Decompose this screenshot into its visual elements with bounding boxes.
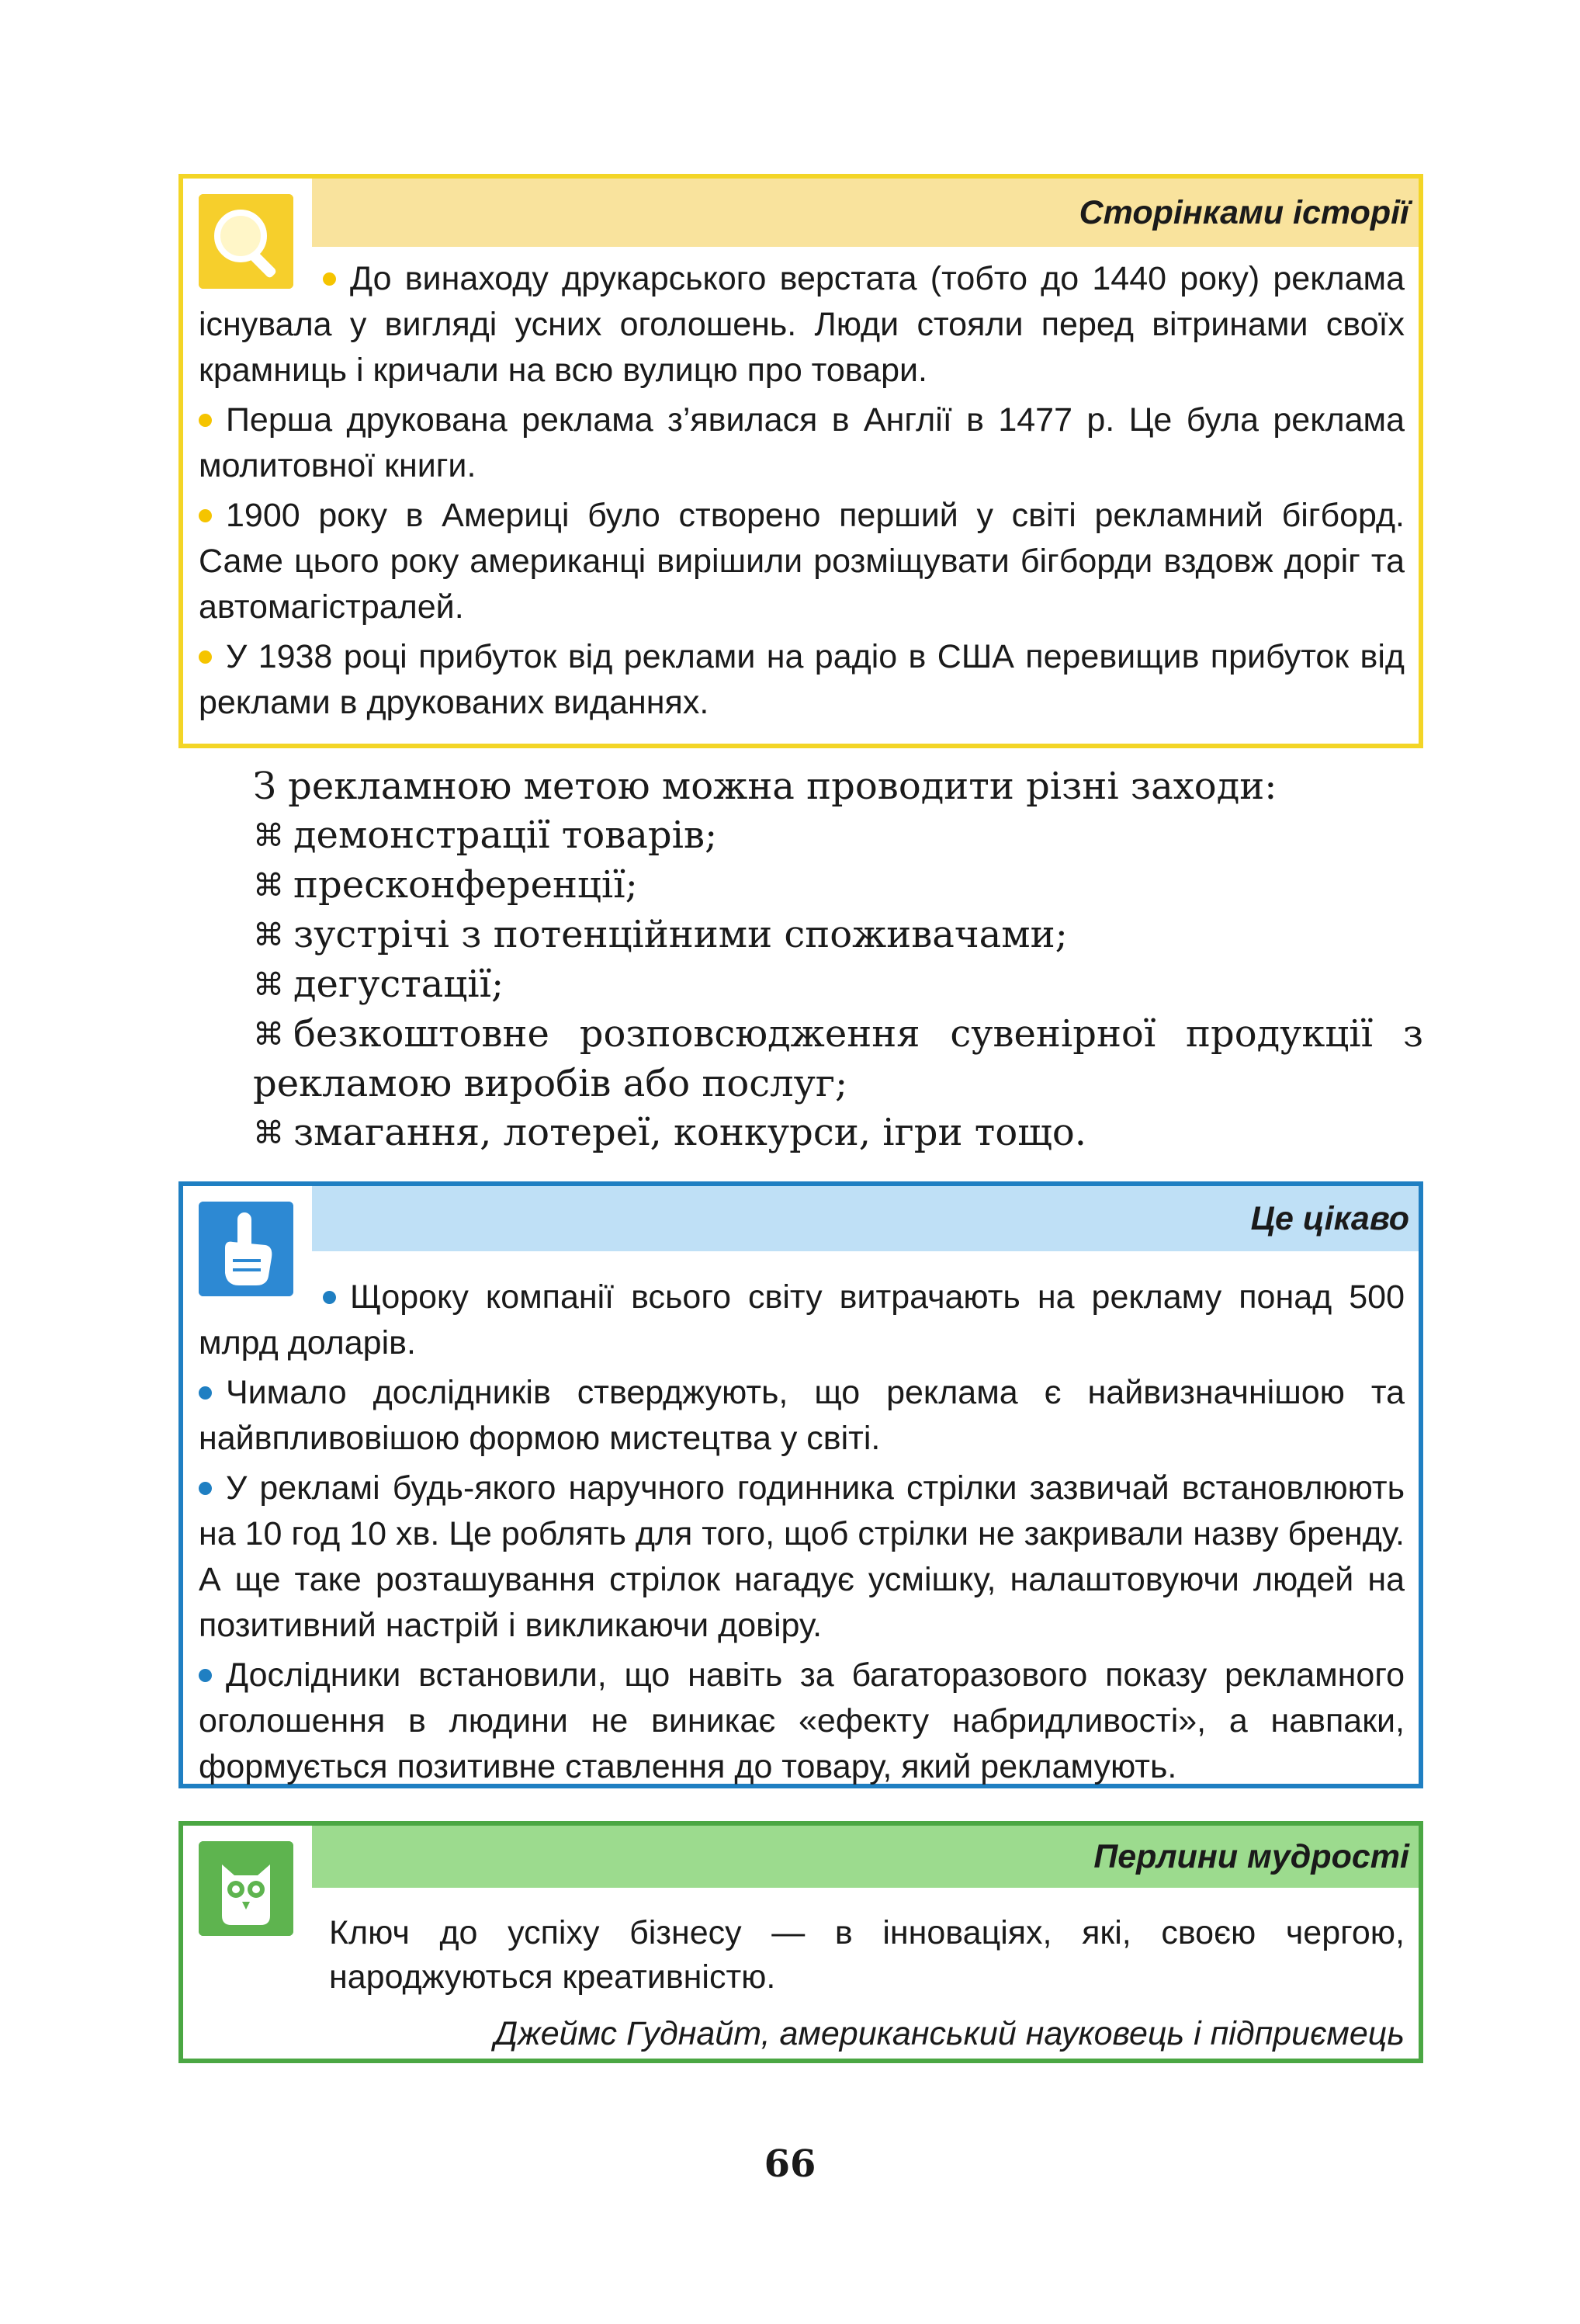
bullet-dot-icon — [199, 1482, 212, 1495]
bullet-dot-icon — [199, 509, 212, 522]
list-item: ⌘ дегустації; — [178, 960, 1423, 1010]
page-number: 66 — [764, 2142, 816, 2186]
wisdom-heading: Перлини мудрості — [312, 1826, 1419, 1888]
star-bullet-icon: ⌘ — [253, 967, 284, 1003]
wisdom-box — [178, 1821, 1423, 2063]
interesting-item: У рекламі будь-якого наручного годинника стрілки зазвичай встановлюють на 10 год 10 хв. Це роблять для того, щоб стрілки не закривали назву бренду. А ще таке розташування стрілок нагадує усмішку, налаштовуючи людей на позитивний настрій і викликаючи довіру. — [199, 1469, 1405, 1644]
star-bullet-icon: ⌘ — [253, 1017, 284, 1053]
interesting-box — [178, 1181, 1423, 1788]
bullet-dot-icon — [323, 1291, 336, 1304]
history-heading: Сторінками історії — [312, 179, 1419, 247]
main-text — [178, 762, 1423, 1158]
star-bullet-icon: ⌘ — [253, 868, 284, 904]
interesting-list — [199, 1275, 1405, 1794]
bullet-dot-icon — [323, 272, 336, 286]
list-item: ⌘ зустрічі з потенційними споживачами; — [178, 911, 1423, 960]
interesting-item: Чимало дослідників стверджують, що реклама є найвизначнішою та найвпливовішою формою мистецтва у світі. — [199, 1374, 1405, 1457]
owl-icon — [199, 1841, 293, 1936]
history-item: До винаходу друкарського верстата (тобто до 1440 року) реклама існувала у вигляді усних оголошень. Люди стояли перед вітринами своїх крамниць і кричали на всю вулицю про товари. — [199, 260, 1405, 389]
wisdom-author: Джеймс Гуднайт, американський науковець і підприємець — [494, 2015, 1405, 2052]
star-bullet-icon: ⌘ — [253, 917, 284, 953]
history-box — [178, 174, 1423, 748]
list-item: ⌘ змагання, лотереї, конкурси, ігри тощо. — [178, 1108, 1423, 1158]
interesting-heading: Це цікаво — [312, 1186, 1419, 1251]
bullet-dot-icon — [199, 414, 212, 427]
wisdom-quote: Ключ до успіху бізнесу — в інноваціях, які, своєю чергою, народжуються креативністю. — [329, 1914, 1405, 1996]
star-bullet-icon: ⌘ — [253, 1115, 284, 1151]
bullet-dot-icon — [199, 1386, 212, 1400]
list-item: ⌘ безкоштовне розповсюдження сувенірної продукції з рекламою виробів або послуг; — [253, 1012, 1423, 1105]
bullet-dot-icon — [199, 650, 212, 664]
history-item: Перша друкована реклама з’явилася в Англії в 1477 р. Це була реклама молитовної книги. — [199, 401, 1405, 484]
history-list — [199, 256, 1405, 730]
main-intro: З рекламною метою можна проводити різні заходи: — [253, 765, 1277, 808]
bullet-dot-icon — [199, 1669, 212, 1682]
interesting-item: Дослідники встановили, що навіть за багаторазового показу рекламного оголошення в людини не виникає «ефекту набридливості», а навпаки, формується позитивне ставлення до товару, який рекламують. — [199, 1656, 1405, 1785]
history-item: 1900 року в Америці було створено перший у світі рекламний бігборд. Саме цього року американці вирішили розміщувати бігборди вздовж доріг та автомагістралей. — [199, 497, 1405, 626]
history-item: У 1938 році прибуток від реклами на радіо в США перевищив прибуток від реклами в друкованих виданнях. — [199, 638, 1405, 721]
star-bullet-icon: ⌘ — [253, 818, 284, 854]
list-item: ⌘ демонстрації товарів; — [178, 811, 1423, 861]
interesting-item: Щороку компанії всього світу витрачають на рекламу понад 500 млрд доларів. — [199, 1278, 1405, 1361]
list-item: ⌘ пресконференції; — [178, 861, 1423, 911]
